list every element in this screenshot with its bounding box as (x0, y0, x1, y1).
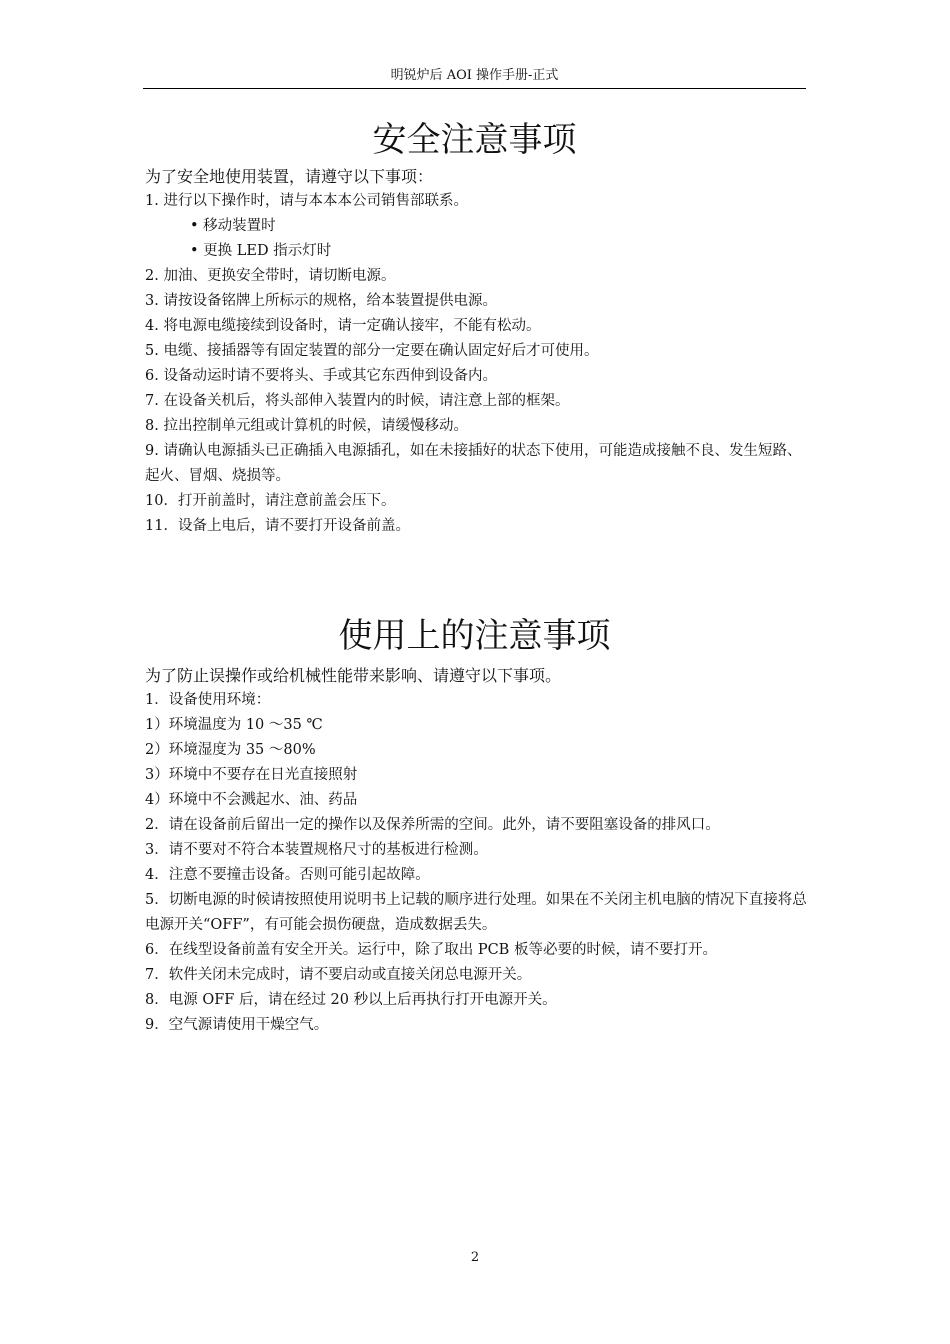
safety-item-6: 6. 设备动运时请不要将头、手或其它东西伸到设备内。 (145, 368, 497, 384)
usage-item-9: 9．空气源请使用干燥空气。 (145, 1017, 329, 1033)
safety-item-9: 9. 请确认电源插头已正确插入电源插孔，如在未接插好的状态下使用，可能造成接触不良、发生短路、起火、冒烟、烧损等。 (145, 443, 802, 484)
usage-env-sunlight: 3）环境中不要存在日光直接照射 (145, 767, 358, 783)
usage-section (145, 663, 810, 1038)
safety-section-title: 安全注意事项 (372, 120, 577, 160)
safety-item-7: 7. 在设备关机后，将头部伸入装置内的时候，请注意上部的框架。 (145, 393, 570, 409)
usage-item-6: 6．在线型设备前盖有安全开关。运行中，除了取出 PCB 板等必要的时候，请不要打开。 (145, 942, 717, 958)
usage-item-2: 2．请在设备前后留出一定的操作以及保养所需的空间。此外，请不要阻塞设备的排风口。 (145, 817, 720, 833)
safety-item-2: 2. 加油、更换安全带时，请切断电源。 (145, 268, 396, 284)
page-number: 2 (470, 1250, 480, 1265)
safety-subitem-move-device: • 移动装置时 (190, 218, 276, 234)
safety-section (145, 164, 810, 539)
safety-item-8: 8. 拉出控制单元组或计算机的时候，请缓慢移动。 (145, 418, 468, 434)
safety-item-1: 1. 进行以下操作时，请与本本本公司销售部联系。 (145, 193, 468, 209)
usage-env-temperature: 1）环境温度为 10 ～35 ℃ (145, 717, 323, 733)
usage-item-8: 8．电源 OFF 后，请在经过 20 秒以上后再执行打开电源开关。 (145, 992, 557, 1008)
usage-env-splash: 4）环境中不会溅起水、油、药品 (145, 792, 358, 808)
safety-item-10: 10．打开前盖时，请注意前盖会压下。 (145, 493, 396, 509)
safety-item-5: 5. 电缆、接插器等有固定装置的部分一定要在确认固定好后才可使用。 (145, 343, 599, 359)
safety-intro: 为了安全地使用装置，请遵守以下事项： (145, 167, 434, 186)
usage-item-4: 4．注意不要撞击设备。否则可能引起故障。 (145, 867, 430, 883)
safety-item-11: 11．设备上电后，请不要打开设备前盖。 (145, 518, 410, 534)
usage-item-5: 5．切断电源的时候请按照使用说明书上记载的顺序进行处理。如果在不关闭主机电脑的情况下直接将总电源开关“OFF”，有可能会损伤硬盘，造成数据丢失。 (145, 892, 807, 933)
usage-item-1: 1．设备使用环境： (145, 692, 271, 708)
usage-item-3: 3．请不要对不符合本装置规格尺寸的基板进行检测。 (145, 842, 488, 858)
usage-intro: 为了防止误操作或给机械性能带来影响、请遵守以下事项。 (145, 666, 562, 685)
usage-item-7: 7．软件关闭未完成时，请不要启动或直接关闭总电源开关。 (145, 967, 532, 983)
safety-item-3: 3. 请按设备铭牌上所标示的规格，给本装置提供电源。 (145, 293, 497, 309)
running-header: 明锐炉后 AOI 操作手册-正式 (143, 66, 806, 89)
usage-section-title: 使用上的注意事项 (338, 616, 611, 656)
usage-env-humidity: 2）环境湿度为 35 ～80% (145, 742, 316, 758)
safety-item-4: 4. 将电源电缆接续到设备时，请一定确认接牢，不能有松动。 (145, 318, 541, 334)
safety-subitem-replace-led: • 更换 LED 指示灯时 (190, 243, 332, 259)
